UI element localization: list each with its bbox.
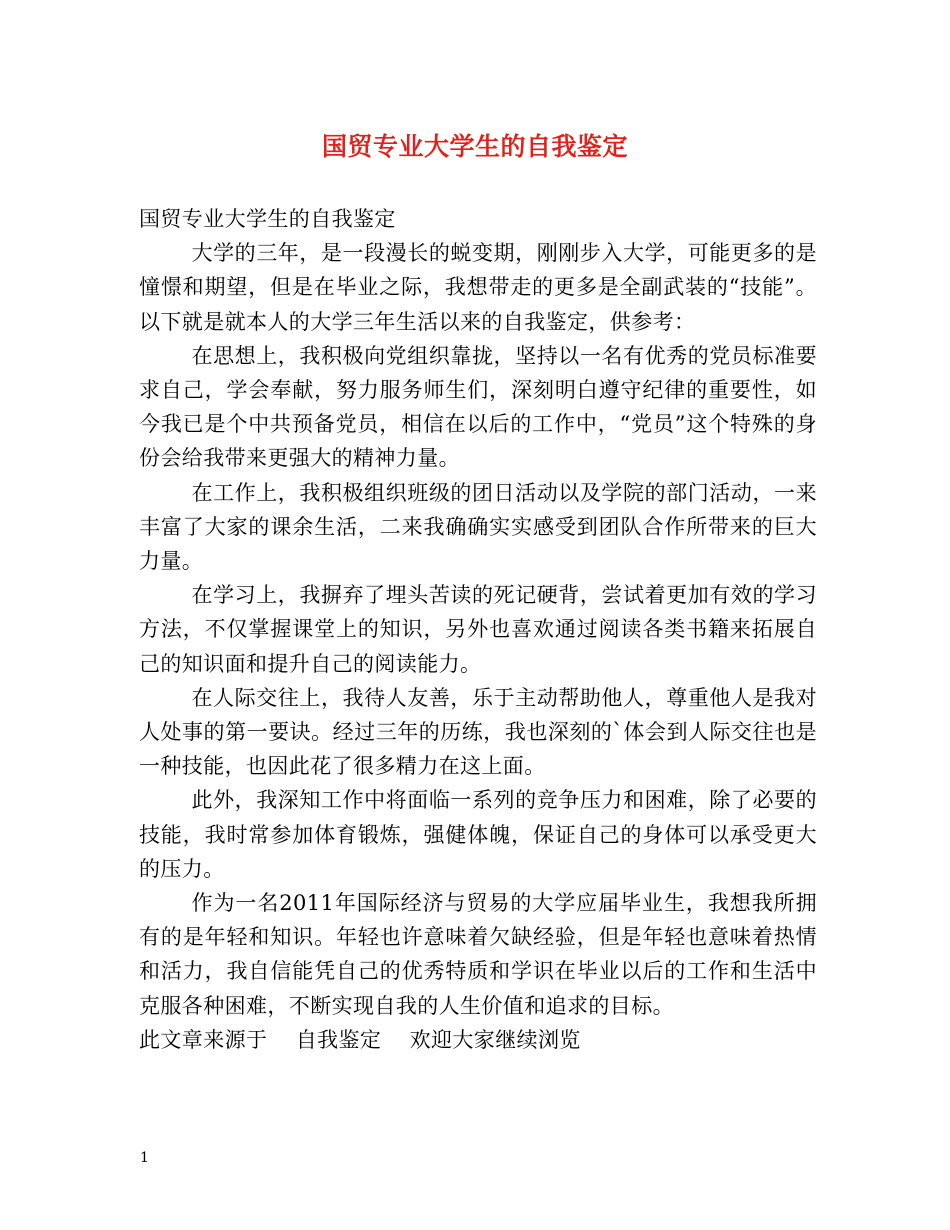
document-subtitle: 国贸专业大学生的自我鉴定 [139, 207, 396, 231]
source-footer-line: 此文章来源于 自我鉴定 欢迎大家继续浏览 [139, 1027, 581, 1052]
paragraph-study: 在学习上，我摒弃了埋头苦读的死记硬背，尝试着更加有效的学习方法，不仅掌握课堂上的知识，另外也喜欢通过阅读各类书籍来拓展自己的知识面和提升自己的阅读能力。 [139, 583, 817, 676]
paragraph-intro: 大学的三年，是一段漫长的蜕变期，刚刚步入大学，可能更多的是憧憬和期望，但是在毕业之际，我想带走的更多是全副武装的“技能”。以下就是就本人的大学三年生活以来的自我鉴定，供参考： [139, 241, 817, 334]
paragraph-work: 在工作上，我积极组织班级的团日活动以及学院的部门活动，一来丰富了大家的课余生活，二来我确确实实感受到团队合作所带来的巨大力量。 [139, 480, 817, 574]
page-number: 1 [140, 1150, 149, 1166]
document-body [139, 202, 817, 1057]
paragraph-social: 在人际交往上，我待人友善，乐于主动帮助他人，尊重他人是我对人处事的第一要诀。经过三年的历练，我也深刻的`体会到人际交往也是一种技能，也因此花了很多精力在这上面。 [139, 685, 817, 779]
document-title: 国贸专业大学生的自我鉴定 [321, 132, 628, 161]
paragraph-fitness: 此外，我深知工作中将面临一系列的竞争压力和困难，除了必要的技能，我时常参加体育锻炼，强健体魄，保证自己的身体可以承受更大的压力。 [139, 788, 817, 881]
paragraph-conclusion: 作为一名2011年国际经济与贸易的大学应届毕业生，我想我所拥有的是年轻和知识。年轻也许意味着欠缺经验，但是年轻也意味着热情和活力，我自信能凭自己的优秀特质和学识在毕业以后的工作和生活中克服各种困难，不断实现自我的人生价值和追求的目标。 [139, 891, 817, 1018]
paragraph-ideology: 在思想上，我积极向党组织靠拢，坚持以一名有优秀的党员标准要求自己，学会奉献，努力服务师生们，深刻明白遵守纪律的重要性，如今我已是个中共预备党员，相信在以后的工作中，“党员”这个特殊的身份会给我带来更强大的精神力量。 [139, 343, 817, 471]
